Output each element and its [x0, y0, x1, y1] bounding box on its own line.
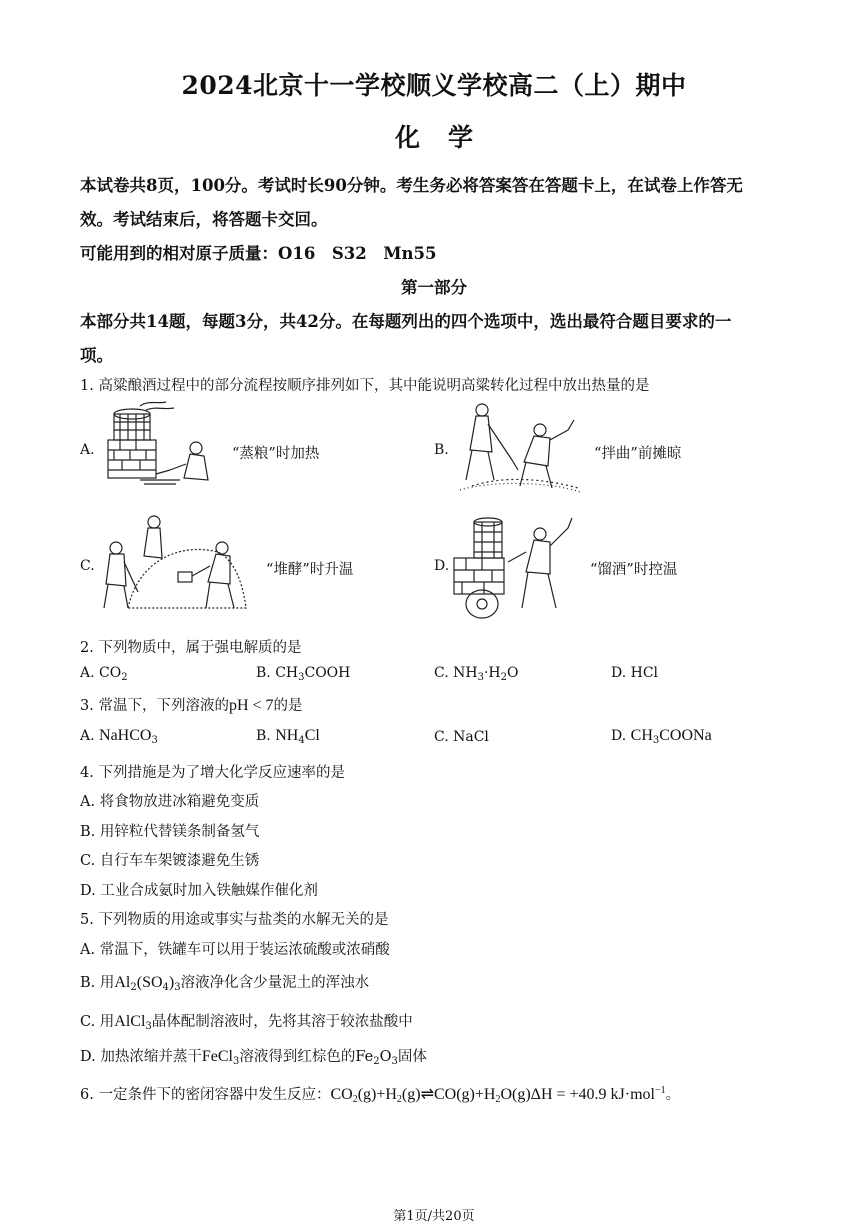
q3-option-c: C. NaCl	[434, 729, 489, 745]
q1-option-c-letter: C.	[80, 558, 95, 574]
q5-option-a: A. 常温下，铁罐车可以用于装运浓硫酸或浓硝酸	[80, 942, 390, 958]
q3-option-a: A. NaHCO$_3$	[80, 727, 158, 746]
q3-option-d: D. $CH_3COONa$	[611, 727, 712, 746]
q1-option-b-caption: “拌曲”前摊晾	[594, 446, 682, 462]
q2-option-d: D. HCl	[611, 665, 659, 681]
atomic-masses: 可能用到的相对原子质量：O16 S32 Mn55	[80, 244, 437, 263]
part-heading: 第一部分	[401, 278, 467, 297]
part-instruction-2: 项。	[80, 346, 113, 365]
q1-option-a-letter: A.	[80, 442, 95, 458]
q6-equation: $CO_2(g)+H_2(g)\rightleftharpoons CO(g)+H_2O(g)\Delta H = +40.9$ kJ·mol$^{-1}$	[330, 1085, 666, 1105]
question-4-stem: 4. 下列措施是为了增大化学反应速率的是	[80, 765, 345, 781]
q1-option-a-caption: “蒸粮”时加热	[232, 446, 320, 462]
q1-option-d-letter: D.	[434, 558, 450, 574]
q1-option-b-letter: B.	[434, 442, 449, 458]
q4-option-c: C. 自行车车架镀漆避免生锈	[80, 853, 260, 869]
question-6-stem: 6. 一定条件下的密闭容器中发生反应：$CO_2(g)+H_2(g)\rightleftharpoons CO(g)+H_2O(g)\Delta H = +40.9$ kJ·mol$^{-1}$。	[80, 1085, 681, 1105]
q2-option-a: A. $CO_2$	[80, 665, 128, 683]
q1-option-c-caption: “堆酵”时升温	[266, 562, 354, 578]
intro-line-1: 本试卷共8页，100分。考试时长90分钟。考生务必将答案答在答题卡上，在试卷上作答无	[80, 176, 743, 195]
subject-title: 化学	[394, 123, 501, 152]
q5-option-b: B. 用$Al_2(SO_4)_3$溶液净化含少量泥土的浑浊水	[80, 974, 370, 993]
q4-option-b: B. 用锌粒代替镁条制备氢气	[80, 824, 260, 840]
q2-option-c: C. $NH_3\cdot H_2O$	[434, 665, 519, 683]
q1-option-d-caption: “馏酒”时控温	[590, 562, 678, 578]
mixing-yeast-illustration	[452, 400, 582, 495]
q2-option-b: B. $CH_3COOH$	[256, 665, 351, 683]
steaming-grain-illustration	[100, 400, 220, 490]
intro-line-2: 效。考试结束后，将答题卡交回。	[80, 210, 328, 229]
q5-option-c: C. 用AlCl$_3$晶体配制溶液时，先将其溶于较浓盐酸中	[80, 1013, 413, 1032]
part-instruction-1: 本部分共14题，每题3分，共42分。在每题列出的四个选项中，选出最符合题目要求的一	[80, 312, 732, 331]
q4-option-d: D. 工业合成氨时加入铁触媒作催化剂	[80, 883, 318, 899]
fermentation-pile-illustration	[98, 512, 248, 612]
question-2-stem: 2. 下列物质中，属于强电解质的是	[80, 640, 302, 656]
question-3-stem: 3. 常温下，下列溶液的pH < 7的是	[80, 697, 303, 714]
question-1-stem: 1. 高粱酿酒过程中的部分流程按顺序排列如下，其中能说明高粱转化过程中放出热量的是	[80, 378, 650, 394]
distilling-liquor-illustration	[452, 512, 577, 622]
document-title: 2024北京十一学校顺义学校高二（上）期中	[181, 71, 687, 100]
q4-option-a: A. 将食物放进冰箱避免变质	[80, 794, 260, 810]
page-number: 第1页/共20页	[393, 1209, 475, 1224]
q3-option-b: B. $NH_4Cl$	[256, 727, 320, 746]
q5-option-d: D. 加热浓缩并蒸干FeCl$_3$溶液得到红棕色的$Fe_2O_3$固体	[80, 1048, 427, 1067]
question-5-stem: 5. 下列物质的用途或事实与盐类的水解无关的是	[80, 912, 389, 928]
